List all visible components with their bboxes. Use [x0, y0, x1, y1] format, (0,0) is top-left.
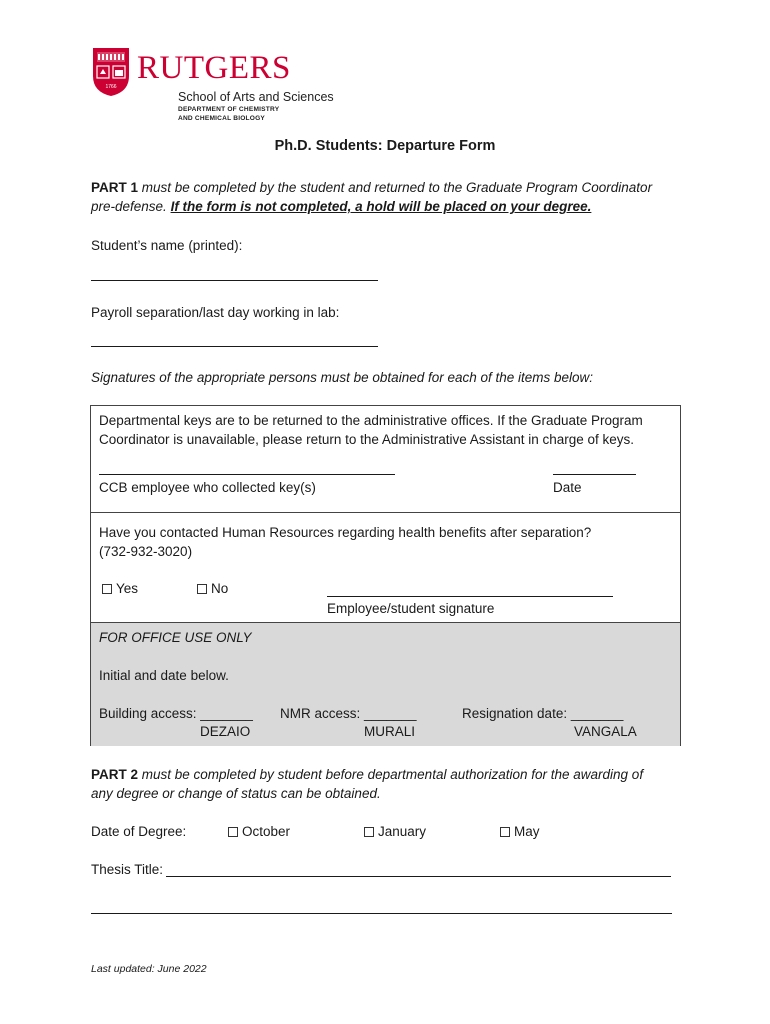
collector-signature-line[interactable]: [99, 474, 395, 475]
last-updated: Last updated: June 2022: [91, 963, 207, 975]
october-checkbox[interactable]: [228, 827, 238, 837]
yes-checkbox[interactable]: [102, 584, 112, 594]
thesis-title-label: Thesis Title:: [91, 862, 164, 877]
part1-warning: If the form is not completed, a hold will be placed on your degree.: [170, 199, 592, 214]
office-heading: FOR OFFICE USE ONLY: [99, 630, 252, 645]
signatures-note: Signatures of the appropriate persons must be obtained for each of the items below:: [91, 370, 594, 385]
resignation-name: VANGALA: [574, 724, 637, 739]
building-access-name: DEZAIO: [200, 724, 251, 739]
brand-name: RUTGERS: [137, 50, 291, 86]
collector-label: CCB employee who collected key(s): [99, 480, 316, 495]
part2-label: PART 2: [91, 767, 139, 782]
collector-date-line[interactable]: [553, 474, 636, 475]
january-checkbox[interactable]: [364, 827, 374, 837]
employee-signature-label: Employee/student signature: [327, 601, 495, 616]
hr-yes-option[interactable]: [102, 579, 138, 598]
nmr-access-name: MURALI: [364, 724, 416, 739]
department-line-1: DEPARTMENT OF CHEMISTRY: [178, 106, 280, 113]
part1-intro-text: must be completed by the student and returned to the Graduate Program Coordinator: [138, 180, 653, 195]
shield-year: 1766: [105, 84, 117, 90]
part1-label: PART 1: [91, 180, 139, 195]
form-title: Ph.D. Students: Departure Form: [274, 138, 496, 154]
may-label: May: [514, 824, 540, 839]
part2-intro: [91, 765, 691, 803]
thesis-title-line2[interactable]: [91, 913, 672, 914]
office-instruction: Initial and date below.: [99, 668, 229, 683]
part2-intro-line2: any degree or change of status can be obtained.: [91, 786, 381, 801]
employee-signature-line[interactable]: [327, 596, 613, 597]
part1-intro-line2: pre-defense.: [91, 199, 171, 214]
thesis-title-line1[interactable]: [166, 876, 671, 877]
student-name-label: Student’s name (printed):: [91, 238, 243, 253]
may-checkbox[interactable]: [500, 827, 510, 837]
building-access-label: Building access: _______: [99, 706, 253, 721]
office-use-section: [91, 622, 680, 746]
rutgers-shield-logo: [91, 46, 131, 98]
hr-question-line1: Have you contacted Human Resources regarding health benefits after separation?: [99, 525, 592, 540]
department-name: [178, 106, 279, 123]
part2-intro-text: must be completed by student before departmental authorization for the awarding of: [138, 767, 644, 782]
signatures-box: [90, 405, 681, 746]
nmr-access-label: NMR access: _______: [280, 706, 417, 721]
resignation-date-label: Resignation date: _______: [462, 706, 624, 721]
no-checkbox[interactable]: [197, 584, 207, 594]
department-line-2: AND CHEMICAL BIOLOGY: [178, 114, 266, 122]
october-label: October: [242, 824, 291, 839]
degree-option-october[interactable]: [228, 822, 290, 841]
degree-date-label: Date of Degree:: [91, 824, 187, 839]
keys-text-line2: Coordinator is unavailable, please return to the Administrative Assistant in charge of keys.: [99, 432, 635, 447]
degree-option-january[interactable]: [364, 822, 426, 841]
hr-question-line2: (732-932-3020): [99, 544, 193, 559]
collector-date-label: Date: [553, 480, 582, 495]
box-divider: [91, 512, 680, 513]
january-label: January: [378, 824, 427, 839]
payroll-label: Payroll separation/last day working in lab:: [91, 305, 340, 320]
payroll-line[interactable]: [91, 346, 378, 347]
part1-intro: [91, 178, 691, 216]
no-label: No: [211, 581, 229, 596]
keys-text-line1: Departmental keys are to be returned to the administrative offices. If the Graduate Program: [99, 413, 643, 428]
school-name: School of Arts and Sciences: [178, 90, 334, 104]
yes-label: Yes: [116, 581, 139, 596]
hr-no-option[interactable]: [197, 579, 228, 598]
degree-option-may[interactable]: [500, 822, 540, 841]
student-name-line[interactable]: [91, 280, 378, 281]
